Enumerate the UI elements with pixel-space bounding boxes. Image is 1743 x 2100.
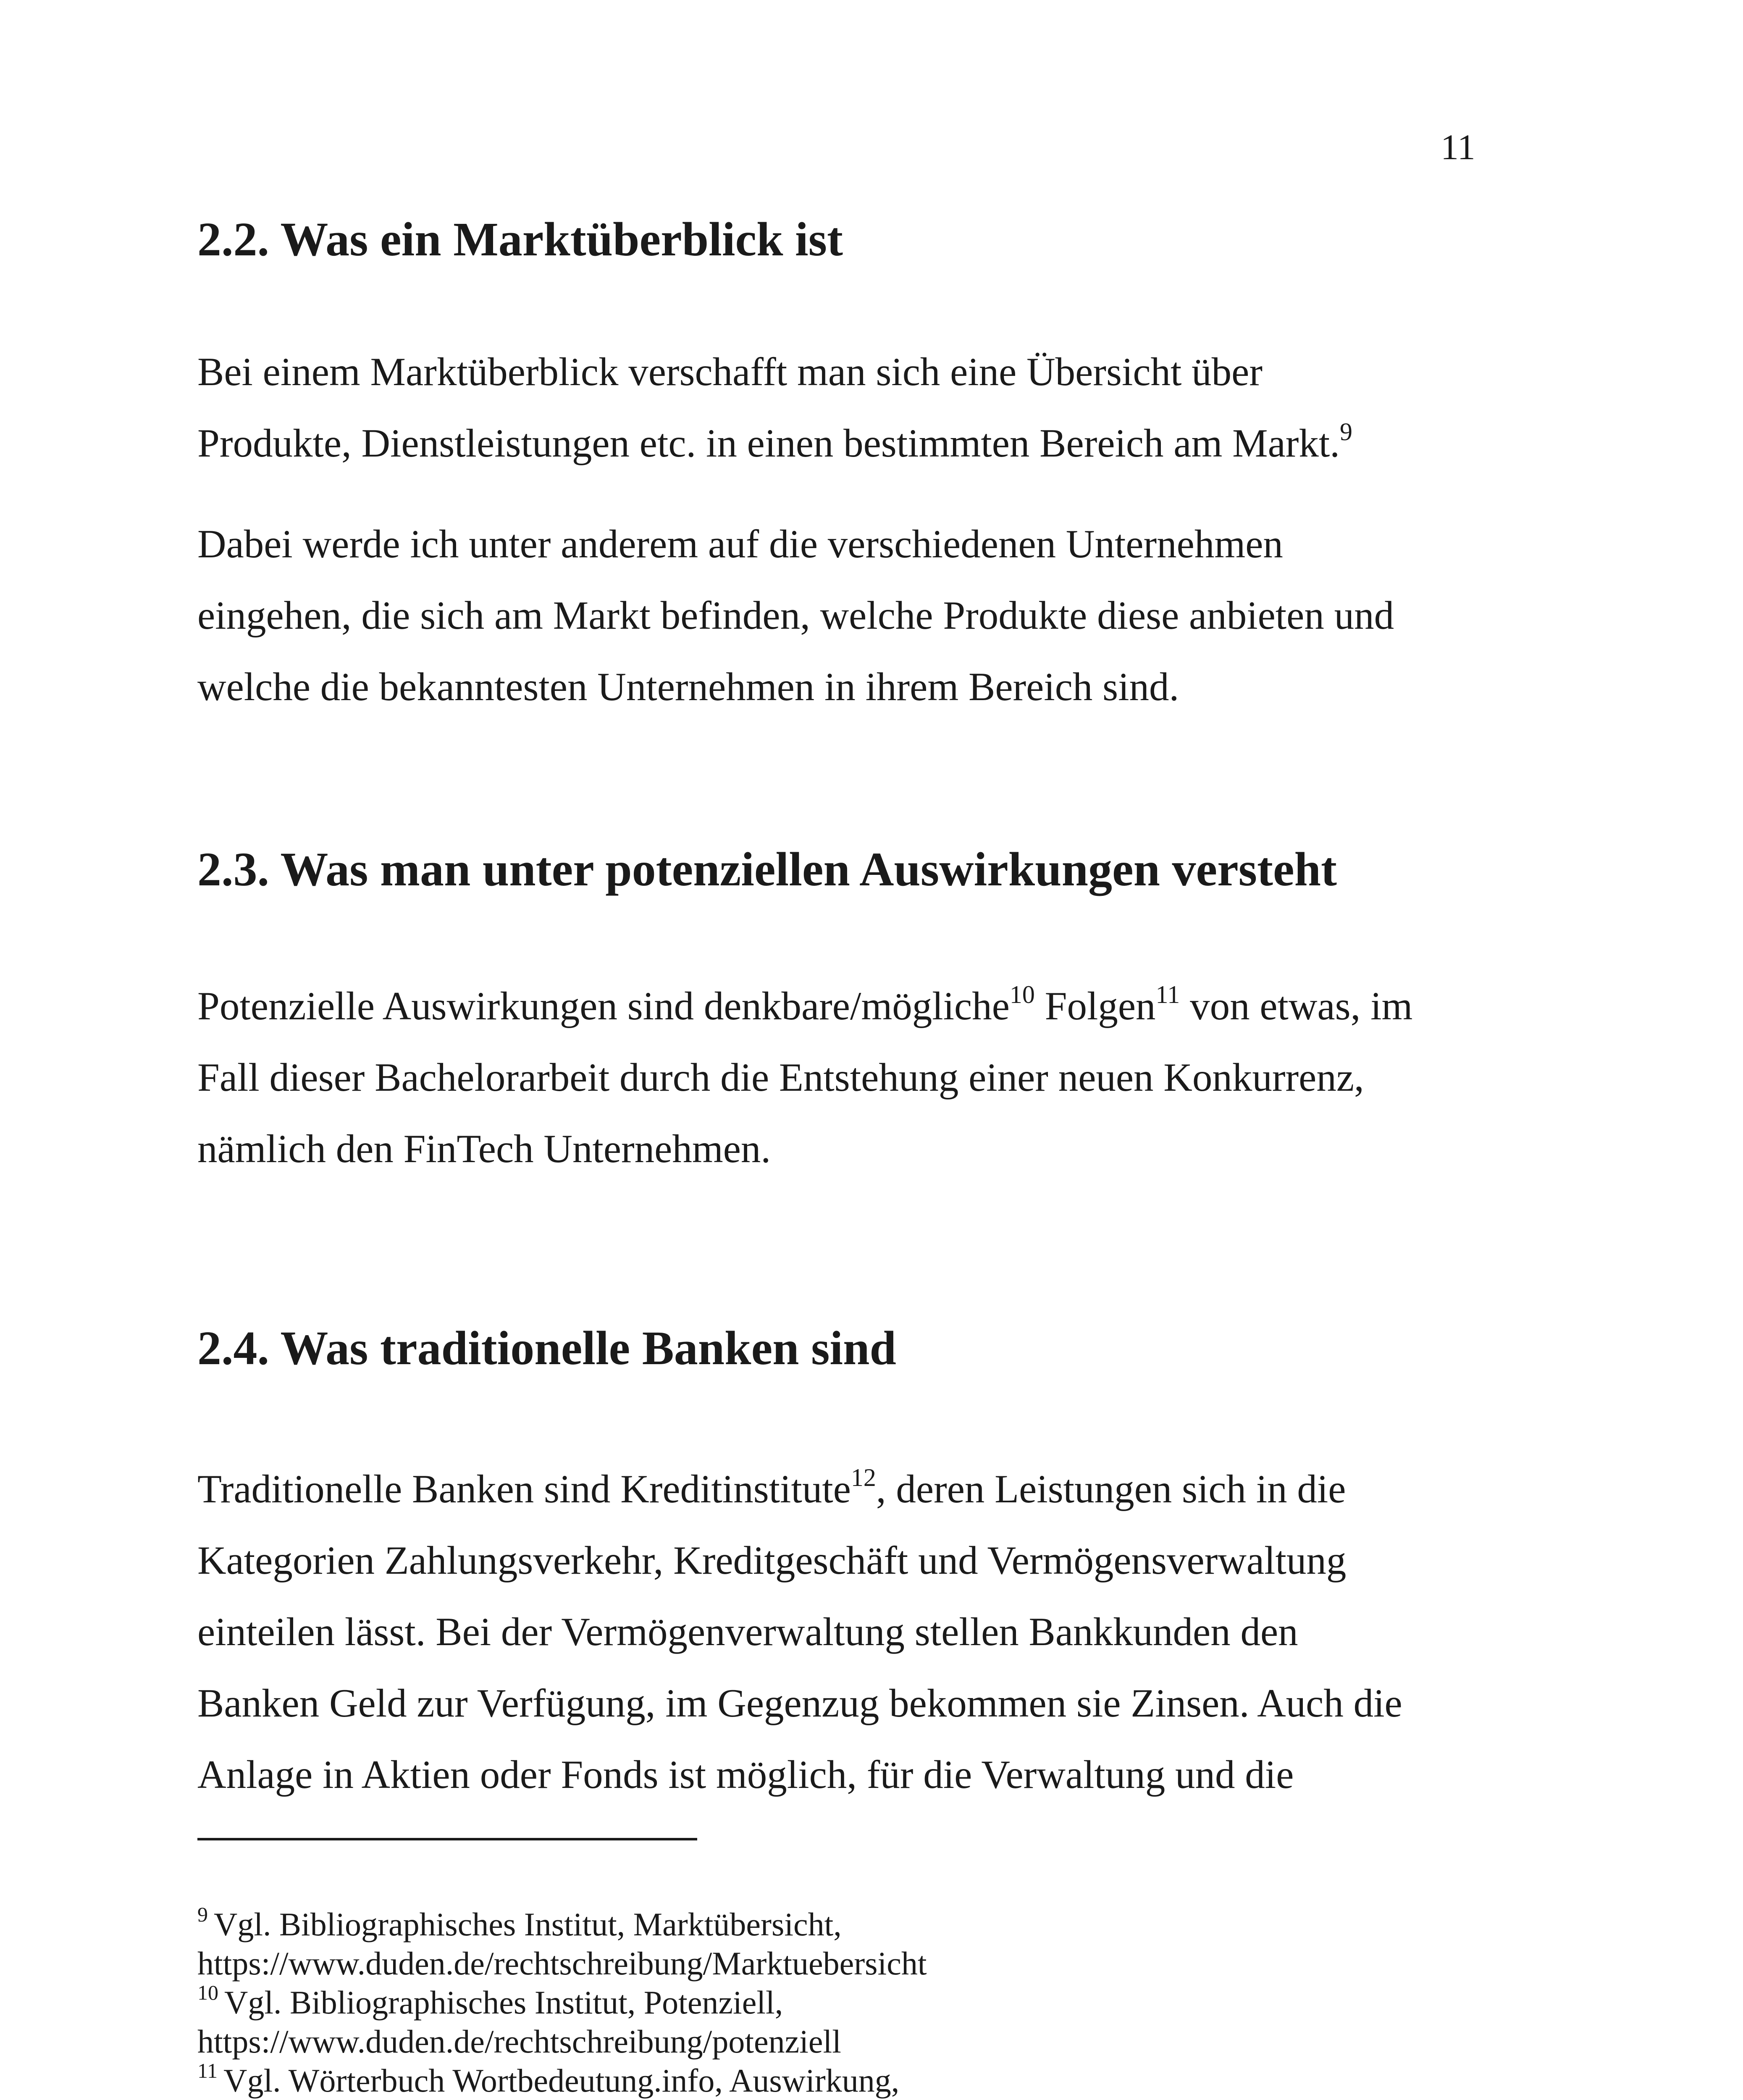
footnote-text: Vgl. Wörterbuch Wortbedeutung.info, Auswirkung, xyxy=(223,2062,900,2099)
text-run: Potenzielle Auswirkungen sind denkbare/mögliche xyxy=(197,984,1010,1028)
footnote-text: Vgl. Bibliographisches Institut, Marktübersicht, xyxy=(214,1906,842,1942)
footnote-reference: 11 xyxy=(1155,981,1180,1009)
footnote-reference: 9 xyxy=(1340,418,1353,446)
text-line xyxy=(197,970,1550,1042)
text-line xyxy=(197,1453,1550,1525)
footnote-line xyxy=(197,1905,1457,1944)
footnote-line xyxy=(197,1983,1457,2022)
footnote-reference: 10 xyxy=(1009,981,1035,1009)
text-line: einteilen lässt. Bei der Vermögenverwaltung stellen Bankkunden den xyxy=(197,1609,1298,1654)
footnote-url: https://www.duden.de/rechtschreibung/Marktuebersicht xyxy=(197,1945,927,1982)
footnote-separator xyxy=(197,1838,697,1840)
text-run: von etwas, im xyxy=(1180,984,1413,1028)
section-heading-2-4: 2.4. Was traditionelle Banken sind xyxy=(197,1321,896,1375)
text-line: eingehen, die sich am Markt befinden, welche Produkte diese anbieten und xyxy=(197,593,1394,638)
text-line: Anlage in Aktien oder Fonds ist möglich, für die Verwaltung und die xyxy=(197,1752,1294,1797)
text-run: Traditionelle Banken sind Kreditinstitute xyxy=(197,1467,851,1511)
footnote-line xyxy=(197,2061,1457,2100)
footnote-number: 10 xyxy=(197,1981,218,2004)
footnotes xyxy=(197,1905,1457,2100)
paragraph-2-2-2 xyxy=(197,508,1550,722)
text-line: Dabei werde ich unter anderem auf die verschiedenen Unternehmen xyxy=(197,522,1283,566)
footnote-number: 11 xyxy=(197,2059,218,2082)
text-line: Kategorien Zahlungsverkehr, Kreditgeschäft und Vermögensverwaltung xyxy=(197,1538,1347,1583)
paragraph-2-2-1 xyxy=(197,336,1550,479)
section-heading-2-3: 2.3. Was man unter potenziellen Auswirkungen versteht xyxy=(197,843,1337,896)
paragraph-2-3-1 xyxy=(197,970,1550,1184)
text-run: Produkte, Dienstleistungen etc. in einen bestimmten Bereich am Markt. xyxy=(197,421,1340,465)
footnote-10 xyxy=(197,1983,1457,2061)
footnote-9 xyxy=(197,1905,1457,1983)
footnote-url: https://www.duden.de/rechtschreibung/potenziell xyxy=(197,2023,841,2060)
text-line: nämlich den FinTech Unternehmen. xyxy=(197,1126,771,1171)
footnote-text: Vgl. Bibliographisches Institut, Potenziell, xyxy=(224,1984,783,2021)
text-line: welche die bekanntesten Unternehmen in ihrem Bereich sind. xyxy=(197,664,1179,709)
footnote-11 xyxy=(197,2061,1457,2100)
text-line: Bei einem Marktüberblick verschafft man sich eine Übersicht über xyxy=(197,349,1263,394)
text-line xyxy=(197,407,1550,479)
paragraph-2-4-1 xyxy=(197,1453,1550,1810)
text-line: Fall dieser Bachelorarbeit durch die Entstehung einer neuen Konkurrenz, xyxy=(197,1055,1364,1100)
page-number: 11 xyxy=(1441,127,1475,167)
footnote-number: 9 xyxy=(197,1903,208,1926)
text-run: Folgen xyxy=(1034,984,1156,1028)
text-run: , deren Leistungen sich in die xyxy=(876,1467,1346,1511)
text-line: Banken Geld zur Verfügung, im Gegenzug bekommen sie Zinsen. Auch die xyxy=(197,1681,1402,1725)
footnote-reference: 12 xyxy=(850,1464,876,1492)
section-heading-2-2: 2.2. Was ein Marktüberblick ist xyxy=(197,213,843,266)
